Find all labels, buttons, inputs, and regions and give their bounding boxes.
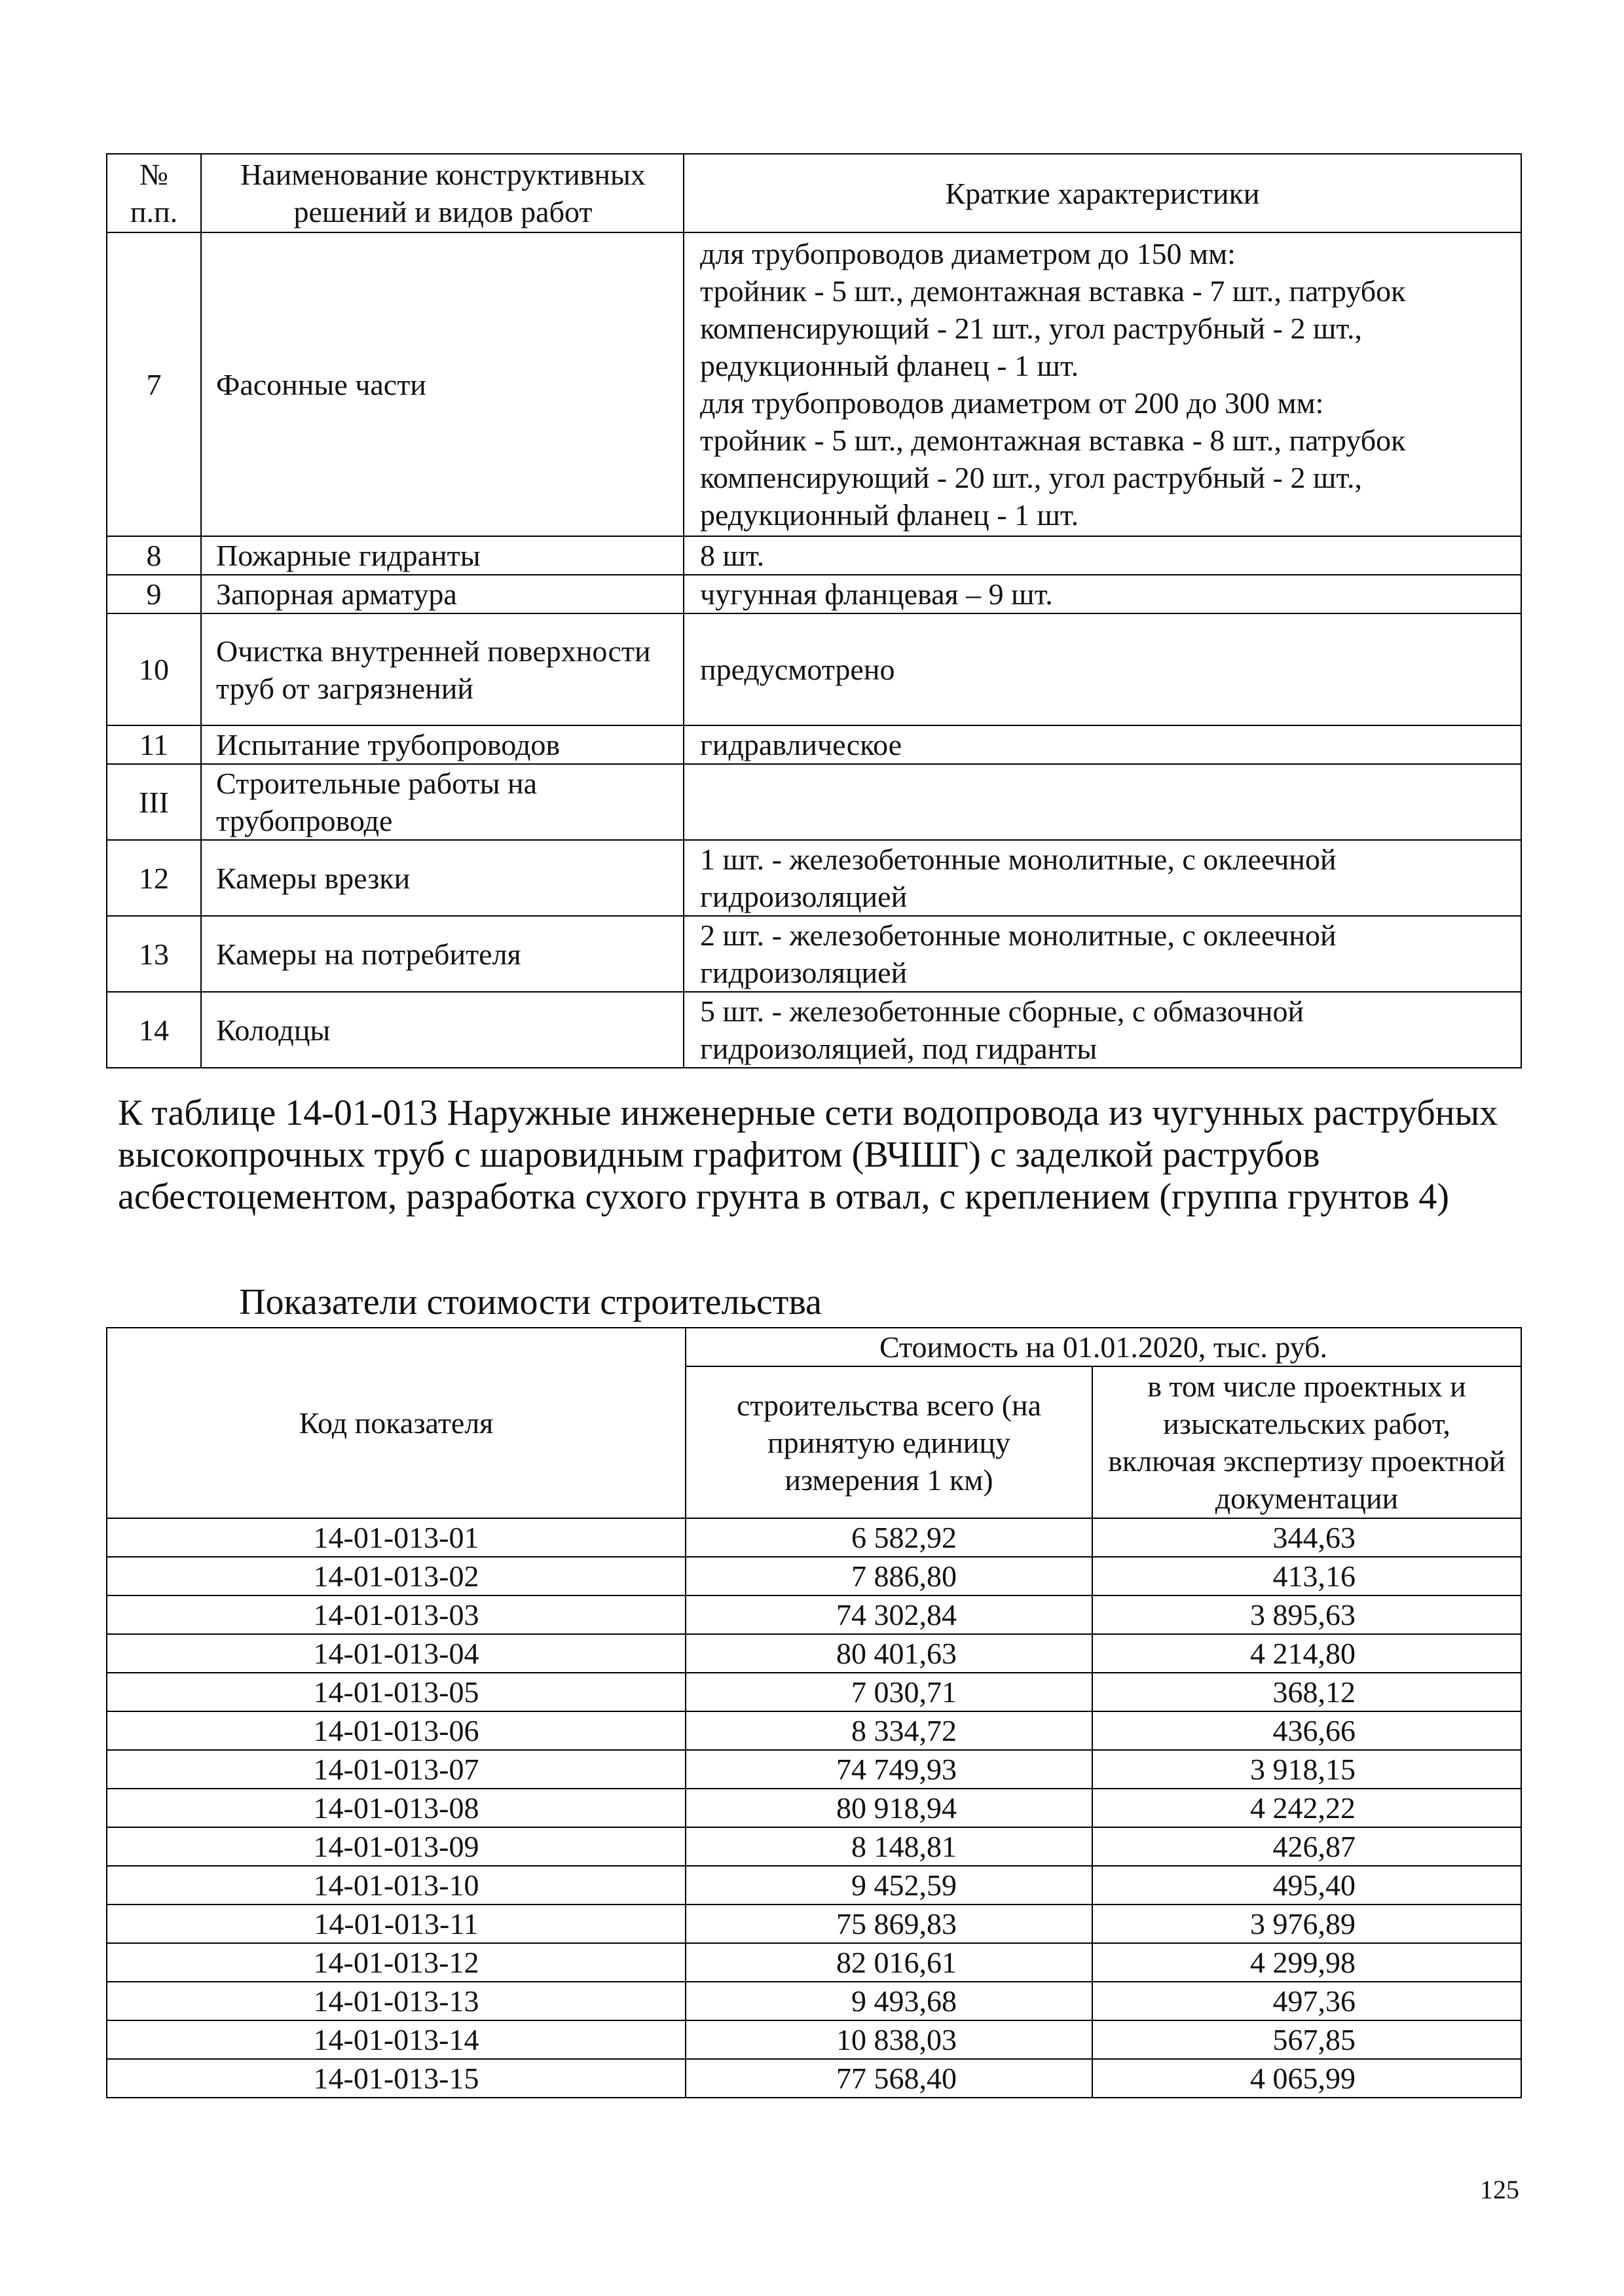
cost-total: 82 016,61	[686, 1943, 1092, 1982]
row-characteristics	[684, 575, 1521, 613]
cost-total: 9 452,59	[686, 1866, 1092, 1904]
row-name: Запорная арматура	[201, 575, 684, 613]
table-row	[107, 916, 1521, 992]
header-cost-group: Стоимость на 01.01.2020, тыс. руб.	[686, 1328, 1521, 1366]
table-row	[107, 1711, 1521, 1750]
indicator-code: 14-01-013-01	[107, 1518, 686, 1557]
table-reference-heading: К таблице 14-01-013 Наружные инженерные сети водопровода из чугунных раструбных высокопрочных труб с шаровидным графитом (ВЧШГ) с заделкой раструбов асбестоцементом, разработка сухого грунта в отвал, с креплением (группа грунтов 4)	[118, 1093, 1498, 1217]
table-row	[107, 1943, 1521, 1982]
characteristic-line: предусмотрено	[700, 653, 895, 686]
indicator-code: 14-01-013-15	[107, 2059, 686, 2098]
row-number: 9	[107, 575, 201, 613]
cost-design: 3 976,89	[1092, 1904, 1521, 1943]
table-row	[107, 1595, 1521, 1634]
row-characteristics	[684, 764, 1521, 840]
row-name: Камеры на потребителя	[201, 916, 684, 992]
row-characteristics	[684, 536, 1521, 575]
cost-total: 75 869,83	[686, 1904, 1092, 1943]
characteristic-line: 2 шт. - железобетонные монолитные, с оклеечной гидроизоляцией	[700, 919, 1337, 989]
cost-total: 80 401,63	[686, 1634, 1092, 1673]
table-row	[107, 1634, 1521, 1673]
row-number: 11	[107, 725, 201, 764]
cost-design: 567,85	[1092, 2020, 1521, 2059]
cost-design: 368,12	[1092, 1673, 1521, 1711]
row-name: Пожарные гидранты	[201, 536, 684, 575]
cost-total: 8 334,72	[686, 1711, 1092, 1750]
cost-design: 4 214,80	[1092, 1634, 1521, 1673]
table-row	[107, 2059, 1521, 2098]
indicator-code: 14-01-013-05	[107, 1673, 686, 1711]
table-header-row	[107, 154, 1521, 232]
cost-design: 436,66	[1092, 1711, 1521, 1750]
indicator-code: 14-01-013-06	[107, 1711, 686, 1750]
cost-total: 8 148,81	[686, 1827, 1092, 1866]
cost-indicators-title: Показатели стоимости строительства	[239, 1282, 822, 1322]
characteristic-line: 1 шт. - железобетонные монолитные, с оклеечной гидроизоляцией	[700, 843, 1337, 913]
table-row	[107, 1673, 1521, 1711]
indicator-code: 14-01-013-11	[107, 1904, 686, 1943]
cost-design: 4 242,22	[1092, 1789, 1521, 1827]
cost-total: 7 886,80	[686, 1557, 1092, 1595]
header-name: Наименование конструктивных решений и видов работ	[201, 154, 684, 232]
row-number: 8	[107, 536, 201, 575]
characteristic-line: чугунная фланцевая – 9 шт.	[700, 577, 1053, 611]
cost-design: 4 065,99	[1092, 2059, 1521, 2098]
cost-design: 4 299,98	[1092, 1943, 1521, 1982]
cost-design: 495,40	[1092, 1866, 1521, 1904]
indicator-code: 14-01-013-13	[107, 1982, 686, 2020]
indicator-code: 14-01-013-07	[107, 1750, 686, 1789]
table-row	[107, 992, 1521, 1068]
cost-total: 74 302,84	[686, 1595, 1092, 1634]
cost-total: 9 493,68	[686, 1982, 1092, 2020]
table-row	[107, 613, 1521, 725]
header-characteristics: Краткие характеристики	[684, 154, 1521, 232]
table-row	[107, 764, 1521, 840]
table-row	[107, 1750, 1521, 1789]
row-name: Колодцы	[201, 992, 684, 1068]
cost-design: 497,36	[1092, 1982, 1521, 2020]
cost-total: 6 582,92	[686, 1518, 1092, 1557]
row-characteristics	[684, 992, 1521, 1068]
table-row	[107, 1557, 1521, 1595]
row-characteristics	[684, 232, 1521, 536]
indicator-code: 14-01-013-10	[107, 1866, 686, 1904]
indicator-code: 14-01-013-04	[107, 1634, 686, 1673]
row-number: 14	[107, 992, 201, 1068]
table-row	[107, 1982, 1521, 2020]
characteristic-line: тройник - 5 шт., демонтажная вставка - 8 шт., патрубок компенсирующий - 20 шт., угол раструбный - 2 шт., редукционный фланец - 1 шт.	[700, 424, 1406, 532]
header-total: строительства всего (на принятую единицу измерения 1 км)	[686, 1366, 1092, 1518]
header-num: № п.п.	[107, 154, 201, 232]
header-code: Код показателя	[107, 1328, 686, 1518]
cost-design: 3 895,63	[1092, 1595, 1521, 1634]
cost-total: 74 749,93	[686, 1750, 1092, 1789]
row-number: 10	[107, 613, 201, 725]
cost-design: 344,63	[1092, 1518, 1521, 1557]
table-row	[107, 725, 1521, 764]
cost-total: 7 030,71	[686, 1673, 1092, 1711]
table-row	[107, 1789, 1521, 1827]
indicator-code: 14-01-013-08	[107, 1789, 686, 1827]
header-design: в том числе проектных и изыскательских работ, включая экспертизу проектной документации	[1092, 1366, 1521, 1518]
table-row	[107, 232, 1521, 536]
row-characteristics	[684, 916, 1521, 992]
table-header-row	[107, 1328, 1521, 1366]
row-characteristics	[684, 613, 1521, 725]
indicator-code: 14-01-013-03	[107, 1595, 686, 1634]
cost-total: 80 918,94	[686, 1789, 1092, 1827]
row-number: 12	[107, 840, 201, 916]
characteristic-line: гидравлическое	[700, 728, 902, 761]
characteristic-line: для трубопроводов диаметром до 150 мм:	[700, 237, 1236, 270]
table-row	[107, 840, 1521, 916]
row-characteristics	[684, 840, 1521, 916]
characteristic-line: 5 шт. - железобетонные сборные, с обмазочной гидроизоляцией, под гидранты	[700, 994, 1304, 1065]
cost-total: 77 568,40	[686, 2059, 1092, 2098]
row-name: Очистка внутренней поверхности труб от загрязнений	[201, 613, 684, 725]
table-row	[107, 1866, 1521, 1904]
table-row	[107, 2020, 1521, 2059]
row-number: 13	[107, 916, 201, 992]
row-number: III	[107, 764, 201, 840]
indicator-code: 14-01-013-02	[107, 1557, 686, 1595]
row-name: Фасонные части	[201, 232, 684, 536]
table-row	[107, 1904, 1521, 1943]
row-name: Испытание трубопроводов	[201, 725, 684, 764]
cost-design: 413,16	[1092, 1557, 1521, 1595]
indicator-code: 14-01-013-14	[107, 2020, 686, 2059]
table-row	[107, 1518, 1521, 1557]
table-row	[107, 575, 1521, 613]
characteristic-line: для трубопроводов диаметром от 200 до 300 мм:	[700, 386, 1324, 420]
characteristic-line: тройник - 5 шт., демонтажная вставка - 7 шт., патрубок компенсирующий - 21 шт., угол раструбный - 2 шт., редукционный фланец - 1 шт.	[700, 274, 1406, 382]
page-number: 125	[1480, 2175, 1519, 2204]
table-row	[107, 1827, 1521, 1866]
row-number: 7	[107, 232, 201, 536]
table-row	[107, 536, 1521, 575]
characteristics-table	[106, 153, 1522, 1068]
cost-design: 3 918,15	[1092, 1750, 1521, 1789]
indicator-code: 14-01-013-09	[107, 1827, 686, 1866]
row-name: Камеры врезки	[201, 840, 684, 916]
cost-total: 10 838,03	[686, 2020, 1092, 2059]
row-characteristics	[684, 725, 1521, 764]
indicator-code: 14-01-013-12	[107, 1943, 686, 1982]
characteristic-line: 8 шт.	[700, 539, 765, 572]
cost-indicators-table	[106, 1327, 1522, 2098]
row-name: Строительные работы на трубопроводе	[201, 764, 684, 840]
cost-design: 426,87	[1092, 1827, 1521, 1866]
